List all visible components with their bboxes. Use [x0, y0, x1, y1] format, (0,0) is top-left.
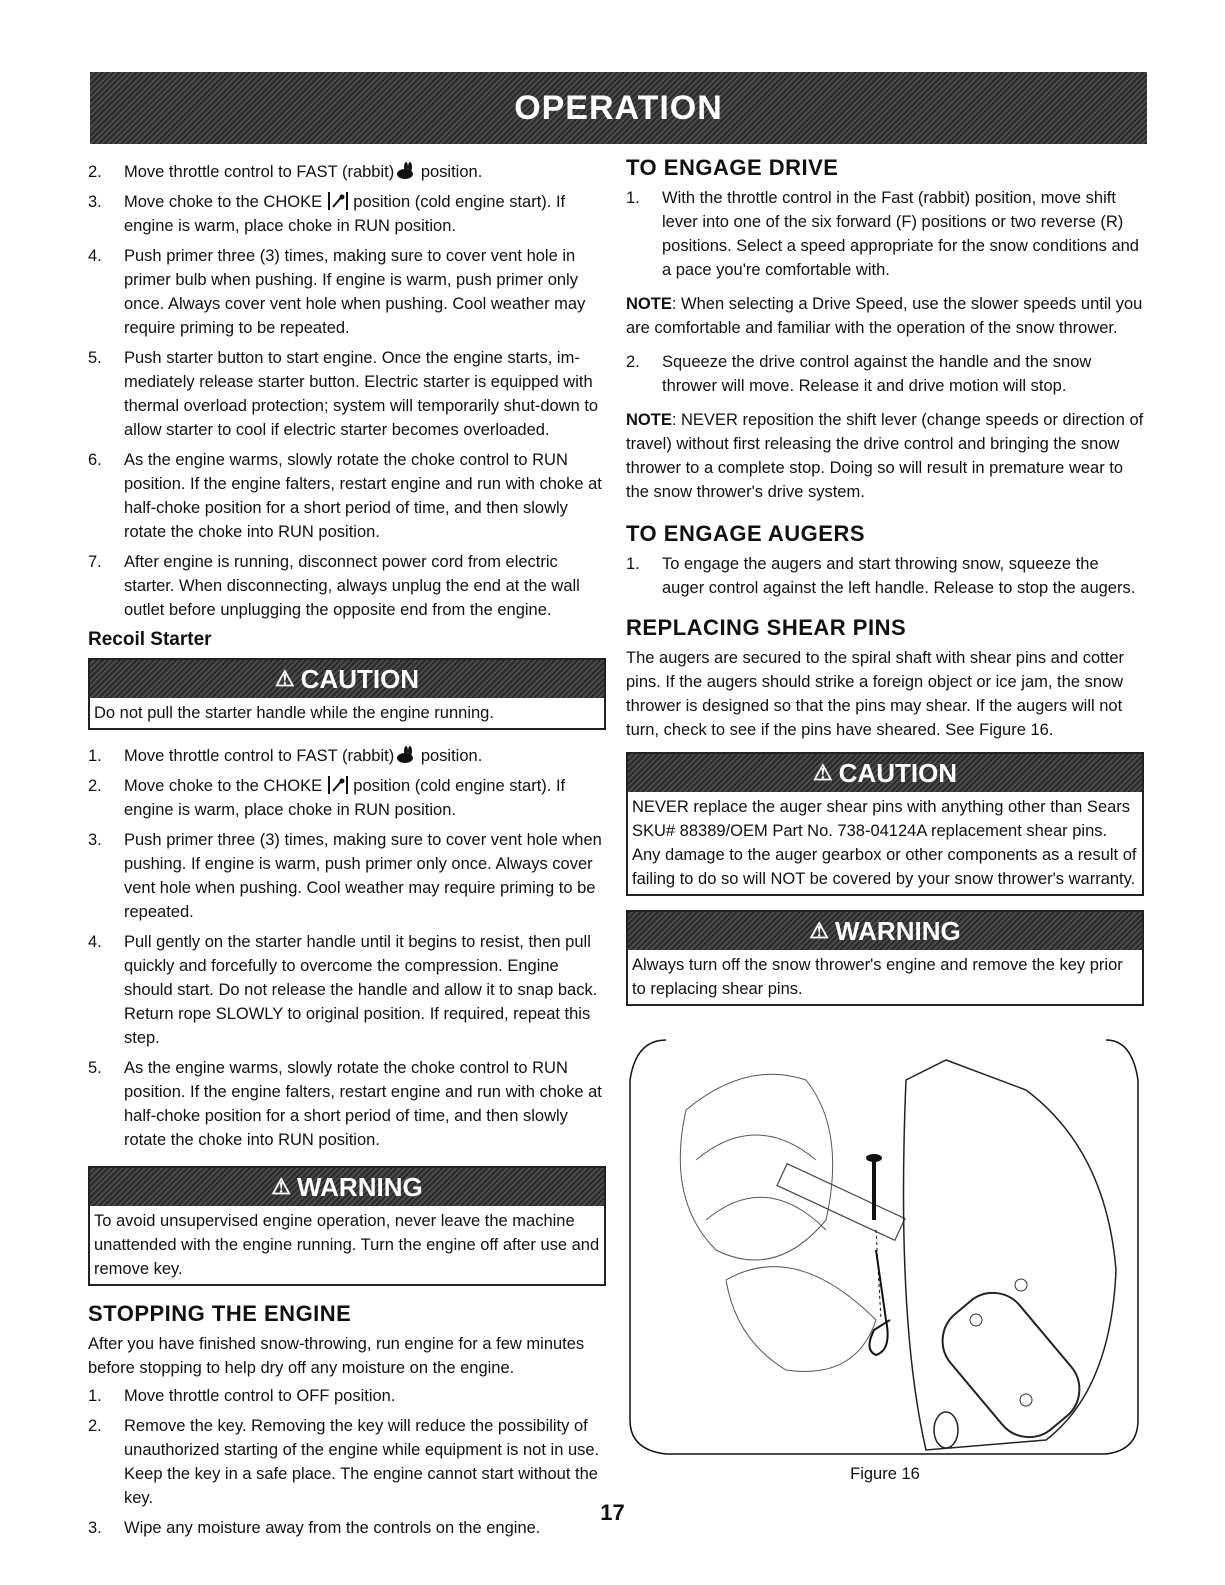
page-number: 17 — [600, 1500, 625, 1525]
shear-pins-heading: REPLACING SHEAR PINS — [626, 615, 907, 640]
right-column — [626, 156, 1144, 1486]
warning-header: ⚠ WARNING — [628, 912, 1142, 950]
list-item: 1. To engage the augers and start throwing snow, squeeze the auger control against the left handle. Release to stop the augers. — [626, 555, 1136, 597]
caution-header: ⚠ CAUTION — [90, 660, 604, 698]
choke-icon — [327, 776, 349, 794]
warning-header: ⚠ WARNING — [90, 1168, 604, 1206]
list-item: 3. Push primer three (3) times, making sure to cover vent hole when pushing. If engine is warm, push primer only once. Always cover vent hole when pushing. Cool weather may require priming to be repeated. — [88, 831, 602, 921]
banner-title: OPERATION — [514, 88, 723, 127]
list-item: 3. Wipe any moisture away from the controls on the engine. — [88, 1519, 541, 1537]
warning-triangle-icon: ⚠ — [812, 760, 833, 785]
engage-drive-heading: TO ENGAGE DRIVE — [626, 155, 839, 180]
rabbit-icon — [394, 746, 416, 764]
caution-text: Do not pull the starter handle while the engine running. — [94, 704, 494, 722]
list-item: 1. Move throttle control to OFF position. — [88, 1387, 396, 1405]
list-item: 1. With the throttle control in the Fast (rabbit) position, move shift lever into one of the six forward (F) positions or two reverse (R) positions. Select a speed appropriate for the snow conditions and a pace you're comfortable with. — [626, 189, 1139, 279]
electric-start-steps — [88, 160, 606, 622]
warning-triangle-icon: ⚠ — [809, 918, 830, 943]
figure-caption: Figure 16 — [850, 1465, 920, 1483]
list-item: 6. As the engine warms, slowly rotate the choke control to RUN position. If the engine falters, restart engine and run with choke at half-choke position for a short period of time, and then slowly rotate the choke into RUN position. — [88, 451, 602, 541]
drive-note-1: NOTE: When selecting a Drive Speed, use the slower speeds until you are comfortable and familiar with the operation of the snow thrower. — [626, 295, 1143, 337]
caution-box — [626, 752, 1144, 896]
left-column — [88, 160, 606, 1546]
warning-text: To avoid unsupervised engine operation, never leave the machine unattended with the engine running. Turn the engine off after use and remove key. — [94, 1212, 600, 1278]
drive-note-2: NOTE: NEVER reposition the shift lever (change speeds or direction of travel) without first releasing the drive control and bringing the snow thrower to a complete stop. Doing so will result in premature wear to the snow thrower's drive system. — [626, 411, 1144, 501]
auger-illustration — [626, 1020, 1141, 1460]
rabbit-icon — [394, 162, 416, 180]
list-item: 4. Push primer three (3) times, making sure to cover vent hole in primer bulb when pushing. If engine is warm, push primer only once. Always cover vent hole when pushing. Cool weather may require priming to be repeated. — [88, 247, 586, 337]
caution-text: NEVER replace the auger shear pins with anything other than Sears SKU# 88389/OEM Part No. 738-04124A replacement shear pins. Any damage to the auger gearbox or other components as a result of failing to do so will NOT be covered by your snow thrower's warranty. — [632, 798, 1137, 888]
page-banner — [90, 72, 1147, 144]
caution-header: ⚠ CAUTION — [628, 754, 1142, 792]
list-item: 5. Push starter button to start engine. Once the engine starts, im-mediately release starter button. Electric starter is equipped with thermal overload protection; system will temporarily shut-down to allow starter to cool if electric starter becomes overloaded. — [88, 349, 599, 439]
warning-box — [88, 1166, 606, 1286]
recoil-starter-heading: Recoil Starter — [88, 629, 212, 650]
drive-steps-continued — [626, 350, 1144, 398]
engage-augers-heading: TO ENGAGE AUGERS — [626, 521, 866, 546]
recoil-start-steps — [88, 744, 606, 1152]
list-item: 2. Move choke to the CHOKE position (cold engine start). If engine is warm, place choke in RUN position. — [88, 777, 566, 819]
warning-triangle-icon: ⚠ — [271, 1174, 292, 1199]
list-item: 2. Move throttle control to FAST (rabbit) position. — [88, 163, 483, 181]
warning-text: Always turn off the snow thrower's engine and remove the key prior to replacing shear pins. — [632, 956, 1123, 998]
list-item: 7. After engine is running, disconnect power cord from electric starter. When disconnecting, always unplug the end at the wall outlet before unplugging the opposite end from the engine. — [88, 553, 580, 619]
shear-pin-figure — [626, 1020, 1141, 1460]
choke-icon — [327, 192, 349, 210]
shear-pins-text: The augers are secured to the spiral shaft with shear pins and cotter pins. If the augers should strike a foreign object or ice jam, the snow thrower is designed so that the pins may shear. If the augers will not turn, check to see if the pins have sheared. See Figure 16. — [626, 649, 1125, 739]
stopping-engine-heading: STOPPING THE ENGINE — [88, 1301, 352, 1326]
caution-box — [88, 658, 606, 730]
list-item: 4. Pull gently on the starter handle until it begins to resist, then pull quickly and forcefully to overcome the compression. Engine should start. Do not release the handle and allow it to snap back. Return rope SLOWLY to original position. If required, repeat this step. — [88, 933, 598, 1047]
list-item: 1. Move throttle control to FAST (rabbit) position. — [88, 747, 483, 765]
list-item: 2. Squeeze the drive control against the handle and the snow thrower will move. Release it and drive motion will stop. — [626, 353, 1092, 395]
auger-steps — [626, 552, 1144, 600]
stopping-intro: After you have finished snow-throwing, run engine for a few minutes before stopping to help dry off any moisture on the engine. — [88, 1335, 585, 1377]
list-item: 2. Remove the key. Removing the key will reduce the possibility of unauthorized starting of the engine while equipment is not in use. Keep the key in a safe place. The engine cannot start without the key. — [88, 1417, 600, 1507]
warning-box — [626, 910, 1144, 1006]
list-item: 3. Move choke to the CHOKE position (cold engine start). If engine is warm, place choke in RUN position. — [88, 193, 566, 235]
drive-steps — [626, 186, 1144, 282]
list-item: 5. As the engine warms, slowly rotate the choke control to RUN position. If the engine falters, restart engine and run with choke at half-choke position for a short period of time, and then slowly rotate the choke into RUN position. — [88, 1059, 602, 1149]
warning-triangle-icon: ⚠ — [274, 666, 295, 691]
